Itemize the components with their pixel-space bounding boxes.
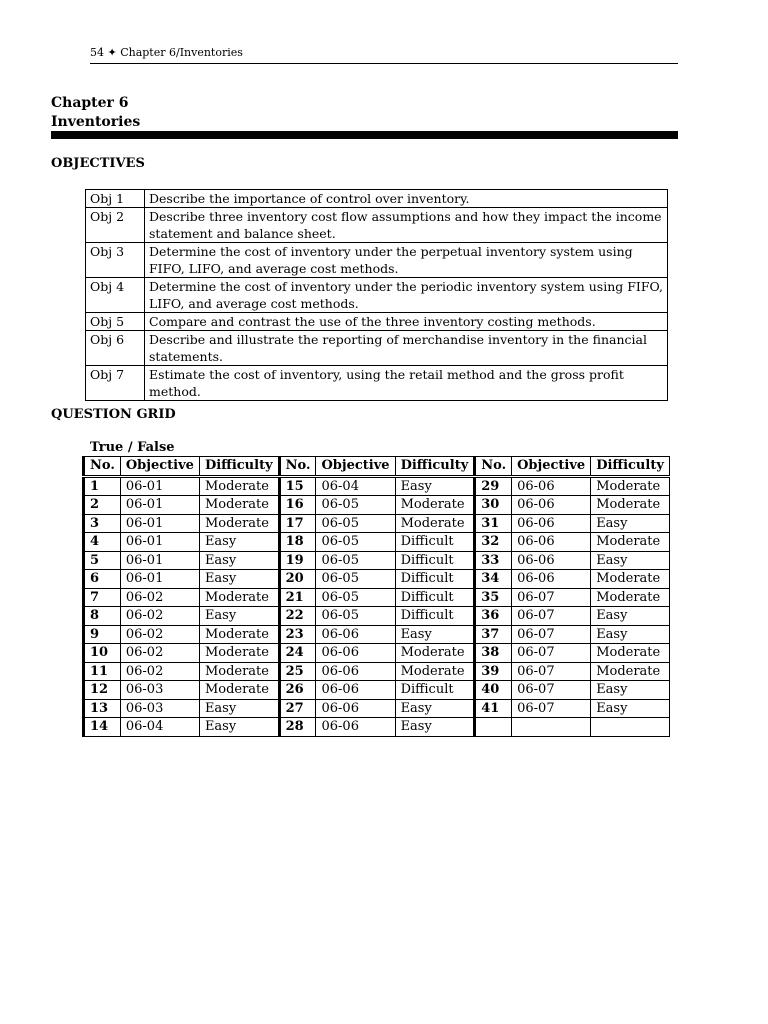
grid-column-header: No.	[475, 457, 512, 477]
question-difficulty: Easy	[199, 607, 279, 626]
question-number: 40	[475, 681, 512, 700]
objective-row	[86, 243, 668, 278]
question-number: 30	[475, 496, 512, 515]
chapter-title: Inventories	[51, 114, 141, 130]
question-objective: 06-06	[316, 699, 395, 718]
question-difficulty: Moderate	[395, 496, 475, 515]
question-number: 13	[84, 699, 121, 718]
question-number: 17	[279, 514, 316, 533]
grid-header-row	[84, 457, 670, 477]
table-row	[84, 551, 670, 570]
table-row	[84, 514, 670, 533]
objective-text: Determine the cost of inventory under the perpetual inventory system using FIFO, LIFO, and average cost methods.	[145, 243, 668, 278]
question-objective: 06-02	[120, 625, 199, 644]
question-difficulty: Moderate	[591, 476, 670, 496]
grid-column-header: Objective	[316, 457, 395, 477]
question-number: 9	[84, 625, 121, 644]
question-objective: 06-06	[512, 533, 591, 552]
question-difficulty: Difficult	[395, 607, 475, 626]
question-objective: 06-03	[120, 681, 199, 700]
question-number: 38	[475, 644, 512, 663]
question-difficulty: Moderate	[395, 644, 475, 663]
question-number: 11	[84, 662, 121, 681]
table-row	[84, 570, 670, 589]
objective-id: Obj 5	[86, 313, 145, 331]
question-objective: 06-02	[120, 662, 199, 681]
question-difficulty: Easy	[591, 607, 670, 626]
grid-column-header: Difficulty	[199, 457, 279, 477]
question-difficulty: Easy	[591, 514, 670, 533]
question-number: 23	[279, 625, 316, 644]
question-number: 14	[84, 718, 121, 737]
table-row	[84, 681, 670, 700]
table-row	[84, 644, 670, 663]
question-difficulty: Easy	[199, 570, 279, 589]
question-number: 15	[279, 476, 316, 496]
question-number: 35	[475, 588, 512, 607]
objective-id: Obj 6	[86, 331, 145, 366]
question-difficulty: Easy	[199, 699, 279, 718]
question-difficulty: Moderate	[591, 588, 670, 607]
table-row	[84, 588, 670, 607]
question-objective: 06-05	[316, 551, 395, 570]
table-row	[84, 662, 670, 681]
question-number: 7	[84, 588, 121, 607]
question-number: 28	[279, 718, 316, 737]
question-number: 12	[84, 681, 121, 700]
question-objective: 06-01	[120, 514, 199, 533]
question-objective: 06-02	[120, 607, 199, 626]
objective-text: Describe three inventory cost flow assumptions and how they impact the income statement and balance sheet.	[145, 208, 668, 243]
question-number: 5	[84, 551, 121, 570]
question-difficulty: Moderate	[591, 533, 670, 552]
question-number: 36	[475, 607, 512, 626]
grid-column-header: No.	[84, 457, 121, 477]
question-difficulty: Moderate	[199, 476, 279, 496]
question-objective: 06-07	[512, 681, 591, 700]
question-difficulty: Easy	[199, 533, 279, 552]
question-number: 34	[475, 570, 512, 589]
question-difficulty: Easy	[395, 699, 475, 718]
question-number: 20	[279, 570, 316, 589]
objectives-table	[85, 189, 668, 401]
question-objective: 06-06	[316, 644, 395, 663]
question-number: 2	[84, 496, 121, 515]
question-objective: 06-05	[316, 607, 395, 626]
question-objective: 06-06	[512, 551, 591, 570]
question-number: 26	[279, 681, 316, 700]
objectives-heading: OBJECTIVES	[51, 156, 145, 171]
table-row	[84, 533, 670, 552]
question-objective: 06-01	[120, 551, 199, 570]
question-number: 32	[475, 533, 512, 552]
question-number: 33	[475, 551, 512, 570]
question-number	[475, 718, 512, 737]
question-number: 19	[279, 551, 316, 570]
question-objective: 06-07	[512, 644, 591, 663]
question-difficulty: Easy	[395, 476, 475, 496]
question-difficulty: Moderate	[199, 662, 279, 681]
question-number: 31	[475, 514, 512, 533]
question-difficulty: Easy	[395, 718, 475, 737]
question-difficulty: Difficult	[395, 570, 475, 589]
question-difficulty: Easy	[591, 551, 670, 570]
question-objective: 06-06	[512, 496, 591, 515]
question-objective: 06-01	[120, 570, 199, 589]
objective-text: Describe and illustrate the reporting of merchandise inventory in the financial statements.	[145, 331, 668, 366]
question-objective: 06-01	[120, 476, 199, 496]
objective-text: Determine the cost of inventory under the periodic inventory system using FIFO, LIFO, and average cost methods.	[145, 278, 668, 313]
chapter-number: Chapter 6	[51, 95, 129, 111]
question-number: 10	[84, 644, 121, 663]
question-difficulty: Moderate	[199, 514, 279, 533]
question-number: 4	[84, 533, 121, 552]
table-row	[84, 476, 670, 496]
grid-column-header: Objective	[512, 457, 591, 477]
question-objective: 06-07	[512, 662, 591, 681]
question-objective: 06-07	[512, 607, 591, 626]
question-objective: 06-06	[316, 625, 395, 644]
question-difficulty: Easy	[591, 681, 670, 700]
grid-column-header: Objective	[120, 457, 199, 477]
question-number: 6	[84, 570, 121, 589]
question-objective: 06-05	[316, 514, 395, 533]
question-number: 16	[279, 496, 316, 515]
question-number: 22	[279, 607, 316, 626]
question-number: 41	[475, 699, 512, 718]
header-rule	[90, 63, 678, 64]
question-difficulty: Easy	[395, 625, 475, 644]
objective-id: Obj 7	[86, 366, 145, 401]
question-objective: 06-01	[120, 496, 199, 515]
question-difficulty: Difficult	[395, 533, 475, 552]
question-difficulty: Moderate	[199, 496, 279, 515]
objective-text: Describe the importance of control over inventory.	[145, 190, 668, 208]
objective-id: Obj 3	[86, 243, 145, 278]
question-objective: 06-02	[120, 644, 199, 663]
question-difficulty: Easy	[591, 625, 670, 644]
question-number: 27	[279, 699, 316, 718]
table-row	[84, 718, 670, 737]
question-objective: 06-06	[512, 514, 591, 533]
question-number: 3	[84, 514, 121, 533]
question-number: 1	[84, 476, 121, 496]
question-difficulty: Moderate	[395, 662, 475, 681]
objective-row	[86, 208, 668, 243]
question-difficulty: Moderate	[395, 514, 475, 533]
question-objective: 06-07	[512, 588, 591, 607]
objective-row	[86, 313, 668, 331]
question-objective: 06-02	[120, 588, 199, 607]
objective-text: Estimate the cost of inventory, using the retail method and the gross profit method.	[145, 366, 668, 401]
question-difficulty: Difficult	[395, 588, 475, 607]
question-objective: 06-06	[316, 662, 395, 681]
running-head: 54 ✦ Chapter 6/Inventories	[90, 46, 243, 59]
question-difficulty: Easy	[199, 718, 279, 737]
question-objective: 06-01	[120, 533, 199, 552]
table-row	[84, 496, 670, 515]
grid-column-header: Difficulty	[591, 457, 670, 477]
question-number: 8	[84, 607, 121, 626]
question-difficulty: Easy	[199, 551, 279, 570]
question-grid-heading: QUESTION GRID	[51, 407, 176, 422]
question-difficulty: Moderate	[591, 644, 670, 663]
question-objective: 06-06	[512, 570, 591, 589]
objective-row	[86, 366, 668, 401]
question-objective: 06-04	[316, 476, 395, 496]
question-number: 21	[279, 588, 316, 607]
table-row	[84, 607, 670, 626]
question-objective: 06-07	[512, 625, 591, 644]
question-difficulty: Moderate	[591, 570, 670, 589]
question-difficulty: Difficult	[395, 681, 475, 700]
true-false-caption: True / False	[90, 440, 175, 455]
question-difficulty: Moderate	[199, 625, 279, 644]
question-objective	[512, 718, 591, 737]
question-difficulty: Easy	[591, 699, 670, 718]
question-objective: 06-07	[512, 699, 591, 718]
question-difficulty: Difficult	[395, 551, 475, 570]
grid-column-header: Difficulty	[395, 457, 475, 477]
question-objective: 06-05	[316, 533, 395, 552]
objective-row	[86, 190, 668, 208]
question-objective: 06-04	[120, 718, 199, 737]
grid-column-header: No.	[279, 457, 316, 477]
table-row	[84, 699, 670, 718]
objective-row	[86, 331, 668, 366]
objective-text: Compare and contrast the use of the three inventory costing methods.	[145, 313, 668, 331]
question-number: 24	[279, 644, 316, 663]
question-number: 29	[475, 476, 512, 496]
question-number: 37	[475, 625, 512, 644]
question-difficulty: Moderate	[199, 588, 279, 607]
question-number: 39	[475, 662, 512, 681]
question-objective: 06-05	[316, 588, 395, 607]
objective-id: Obj 2	[86, 208, 145, 243]
objective-id: Obj 1	[86, 190, 145, 208]
question-difficulty	[591, 718, 670, 737]
question-objective: 06-06	[316, 681, 395, 700]
question-objective: 06-05	[316, 496, 395, 515]
objective-row	[86, 278, 668, 313]
question-difficulty: Moderate	[591, 496, 670, 515]
chapter-rule	[51, 131, 678, 139]
objective-id: Obj 4	[86, 278, 145, 313]
question-objective: 06-06	[512, 476, 591, 496]
question-objective: 06-06	[316, 718, 395, 737]
table-row	[84, 625, 670, 644]
question-grid-table	[82, 456, 670, 737]
question-number: 25	[279, 662, 316, 681]
question-difficulty: Moderate	[199, 681, 279, 700]
question-objective: 06-05	[316, 570, 395, 589]
question-difficulty: Moderate	[591, 662, 670, 681]
question-difficulty: Moderate	[199, 644, 279, 663]
question-objective: 06-03	[120, 699, 199, 718]
question-number: 18	[279, 533, 316, 552]
